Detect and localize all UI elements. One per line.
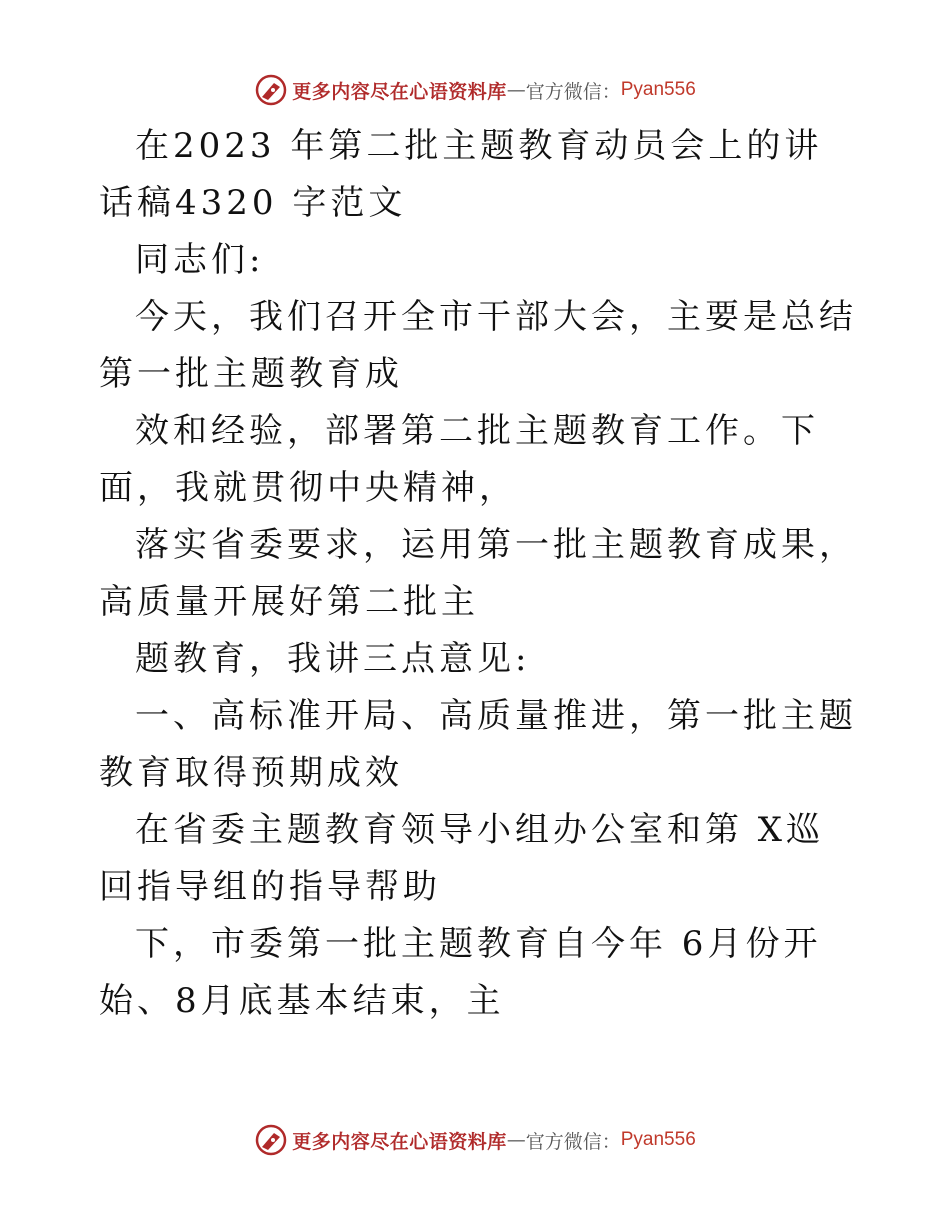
paragraph-3: 效和经验，部署第二批主题教育工作。下面，我就贯彻中央精神，: [99, 411, 819, 508]
footer-watermark-banner: [0, 1120, 950, 1160]
site-name: 更多内容尽在心语资料库: [292, 80, 507, 103]
paragraph-7: 下，市委第一批主题教育自今年 6月份开始、8月底基本结束，主: [99, 924, 822, 1021]
document-title: 在2023 年第二批主题教育动员会上的讲话稿4320 字范文: [99, 126, 823, 223]
wechat-id: Pyan556: [620, 79, 696, 100]
separator-dash: —: [506, 1129, 526, 1151]
header-watermark-banner: [0, 70, 950, 110]
section-heading-1: 一、高标准开局、高质量推进，第一批主题教育取得预期成效: [99, 696, 857, 793]
wechat-label: 官方微信：: [525, 80, 621, 103]
site-name: 更多内容尽在心语资料库: [292, 1130, 507, 1153]
paragraph-4: 落实省委要求，运用第一批主题教育成果，高质量开展好第二批主: [99, 525, 857, 622]
wechat-label: 官方微信：: [525, 1130, 621, 1153]
paragraph-2: 今天，我们召开全市干部大会，主要是总结第一批主题教育成: [99, 297, 857, 394]
pen-nib-logo-icon: [254, 73, 288, 107]
document-body: [99, 118, 859, 1030]
separator-dash: —: [506, 79, 526, 101]
paragraph-6: 在省委主题教育领导小组办公室和第 X巡回指导组的指导帮助: [99, 810, 825, 907]
paragraph-5: 题教育，我讲三点意见:: [135, 639, 531, 679]
pen-nib-logo-icon: [254, 1123, 288, 1157]
paragraph-1: 同志们:: [135, 240, 265, 280]
wechat-id: Pyan556: [620, 1129, 696, 1150]
